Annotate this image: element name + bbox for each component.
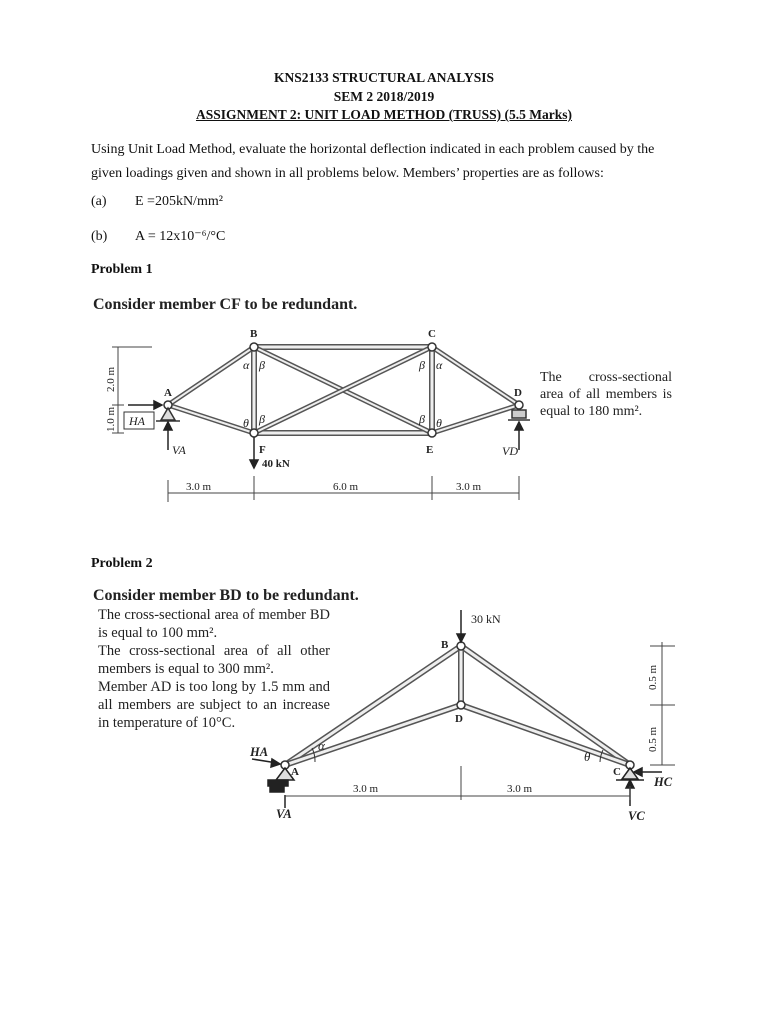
dim-3m-left: 3.0 m — [353, 783, 379, 795]
angle-alpha-b: α — [243, 358, 250, 372]
label-c: C — [428, 328, 436, 340]
dim-3m-right: 3.0 m — [507, 783, 533, 795]
label-vc: VC — [628, 809, 645, 823]
label-hc: HC — [654, 775, 673, 789]
label-vd: VD — [502, 444, 518, 458]
label-a: A — [291, 766, 299, 778]
angle-alpha-c: α — [436, 358, 443, 372]
label-ha: HA — [250, 745, 269, 759]
angle-beta-e: β — [419, 412, 425, 426]
angle-theta: θ — [584, 749, 591, 764]
problem2-heading: Problem 2 — [91, 556, 153, 571]
dim-0.5m-bottom: 0.5 m — [647, 726, 659, 752]
problem2-span-labels — [353, 783, 533, 795]
label-a: A — [164, 387, 172, 399]
label-e: E — [426, 444, 434, 456]
problem2-notes — [98, 606, 330, 732]
note-bd-area: The cross-sectional area of member BD is equal to 100 mm². — [98, 607, 330, 641]
dim-6m: 6.0 m — [333, 481, 359, 493]
label-va: VA — [276, 807, 292, 821]
angle-theta-e: θ — [436, 416, 442, 430]
problem1-heading: Problem 1 — [91, 262, 153, 277]
problem1-caption: Consider member CF to be redundant. — [93, 296, 358, 313]
course-title: KNS2133 STRUCTURAL ANALYSIS — [273, 70, 495, 85]
assignment-title: ASSIGNMENT 2: UNIT LOAD METHOD (TRUSS) (5.5 Marks) — [195, 107, 573, 122]
load-label: 30 kN — [471, 612, 501, 626]
property-text: A = 12x10⁻⁶/°C — [135, 229, 226, 244]
label-d: D — [455, 713, 463, 725]
label-ha: HA — [129, 414, 145, 428]
dim-0.5m-top: 0.5 m — [647, 664, 659, 690]
problem2-horizontal-dims — [285, 766, 630, 800]
property-label: (a) — [91, 194, 107, 209]
note-ad-temperature: Member AD is too long by 1.5 mm and all members are subject to an increase in temperature of 10°C. — [98, 679, 330, 731]
joint-d — [457, 701, 465, 709]
angle-beta-b: β — [259, 358, 265, 372]
intro-paragraph: Using Unit Load Method, evaluate the horizontal deflection indicated in each problem caused by the given loadings given and shown in all problems below. Members’ properties are as follows: — [91, 142, 655, 181]
dim-2m: 2.0 m — [105, 366, 117, 392]
note-other-area: The cross-sectional area of all other members is equal to 300 mm². — [98, 643, 330, 677]
property-text: E =205kN/mm² — [135, 194, 223, 209]
dim-1m: 1.0 m — [105, 406, 117, 432]
label-va: VA — [172, 443, 186, 457]
property-label: (b) — [91, 229, 108, 244]
angle-alpha: α — [318, 738, 325, 753]
problem1-area-note: The cross-sectional area of all members is equal to 180 mm². — [540, 370, 672, 419]
label-d: D — [514, 387, 522, 399]
label-f: F — [259, 444, 266, 456]
label-b: B — [441, 639, 449, 651]
label-b: B — [250, 328, 258, 340]
dim-3m-left: 3.0 m — [186, 481, 212, 493]
dim-3m-right: 3.0 m — [456, 481, 482, 493]
angle-theta-f: θ — [243, 416, 249, 430]
problem2-caption: Consider member BD to be redundant. — [93, 587, 359, 604]
load-label: 40 kN — [262, 458, 290, 470]
label-c: C — [613, 766, 621, 778]
angle-beta-f: β — [259, 412, 265, 426]
semester-title: SEM 2 2018/2019 — [333, 89, 435, 104]
angle-beta-c: β — [419, 358, 425, 372]
problem2-supports — [268, 768, 644, 792]
